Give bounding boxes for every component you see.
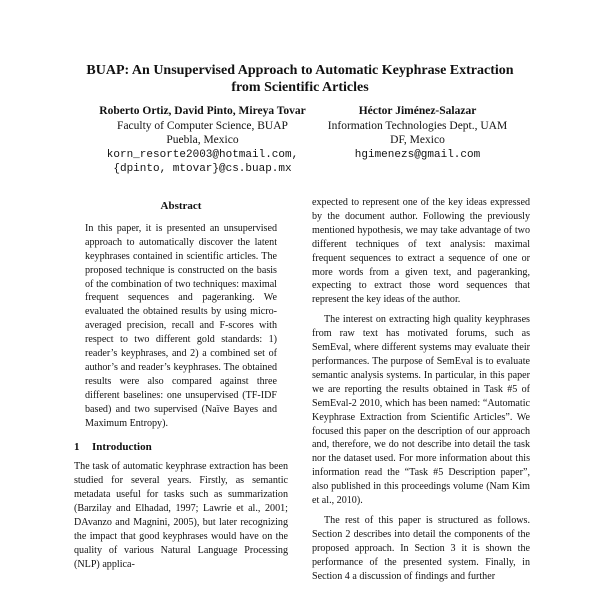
author-affiliation: Faculty of Computer Science, BUAP <box>117 119 288 132</box>
author-names: Héctor Jiménez-Salazar <box>358 105 477 117</box>
author-block-uam <box>300 104 535 162</box>
abstract-heading: Abstract <box>160 200 202 212</box>
section-heading <box>74 441 288 455</box>
author-email: hgimenezs@gmail.com <box>354 148 481 161</box>
left-column <box>74 196 288 578</box>
author-location: Puebla, Mexico <box>166 134 239 147</box>
author-names: Roberto Ortiz, David Pinto, Mireya Tovar <box>99 105 306 117</box>
title-line-2: from Scientific Articles <box>231 80 369 95</box>
intro-paragraph: The task of automatic keyphrase extraction has been studied for several years. Firstly, as semantic metadata useful for tasks such as summarization (Barzilay and Elhadad, 1997; Lawrie et al., 2001; DAvanzo and Magnini, 2005), but later recognizing the impact that good keyphrases would have on the quality of various Natural Language Processing (NLP) applica- <box>74 461 288 570</box>
right-column <box>312 196 530 589</box>
body-paragraph: expected to represent one of the key ideas expressed by the document author. Following the previously mentioned hypothesis, we may take advantage of two different techniques of text analysis: maximal frequent sequences to extract a sequence of one or more words from a given text, and pageranking, expecting to extract those word sequences that represent the key ideas of the author. <box>312 197 530 306</box>
author-block-buap <box>70 104 335 177</box>
body-paragraph: The rest of this paper is structured as follows. Section 2 describes into detail the components of the proposed approach. In Section 3 it is shown the performance of the presented system. Finally, in Section 4 a discussion of findings and further <box>312 514 530 582</box>
author-email: {dpinto, mtovar}@cs.buap.mx <box>113 163 292 176</box>
author-email: korn_resorte2003@hotmail.com, <box>106 148 299 161</box>
section-title: Introduction <box>92 440 152 453</box>
abstract-text: In this paper, it is presented an unsupervised approach to automatically discover the latent keyphrases contained in scientific articles. The proposed technique is constructed on the basis of the combination of two techniques: maximal frequent sequences and pageranking. We evaluated the obtained results by using micro-averaged precision, recall and F-scores with respect to two different gold standards: 1) reader’s keyphrases, and 2) a combined set of author’s and reader’s keyphrases. The obtained results were also compared against three different baselines: one unsupervised (TF-IDF based) and two supervised (Naïve Bayes and Maximum Entropy). <box>85 222 277 429</box>
author-affiliation: Information Technologies Dept., UAM <box>327 119 508 132</box>
paper-title <box>40 62 560 96</box>
body-paragraph: The interest on extracting high quality keyphrases from raw text has motivated forums, such as SemEval, where different systems may evaluate their performances. The purpose of SemEval is to evaluate semantic analysis systems. In particular, in this paper we are reporting the results obtained in Task #5 of SemEval-2 2010, which has been named: “Automatic Keyphrase Extraction from Scientific Articles”. We focused this paper on the description of our approach and, therefore, we do not describe into detail the task nor the dataset used. For more information about this information read the “Task #5 Description paper”, also published in this proceedings volume (Nam Kim et al., 2010). <box>312 314 530 507</box>
title-line-1: BUAP: An Unsupervised Approach to Automatic Keyphrase Extraction <box>86 63 514 78</box>
author-location: DF, Mexico <box>390 134 445 147</box>
author-section <box>0 104 600 184</box>
section-number: 1 <box>74 440 80 453</box>
